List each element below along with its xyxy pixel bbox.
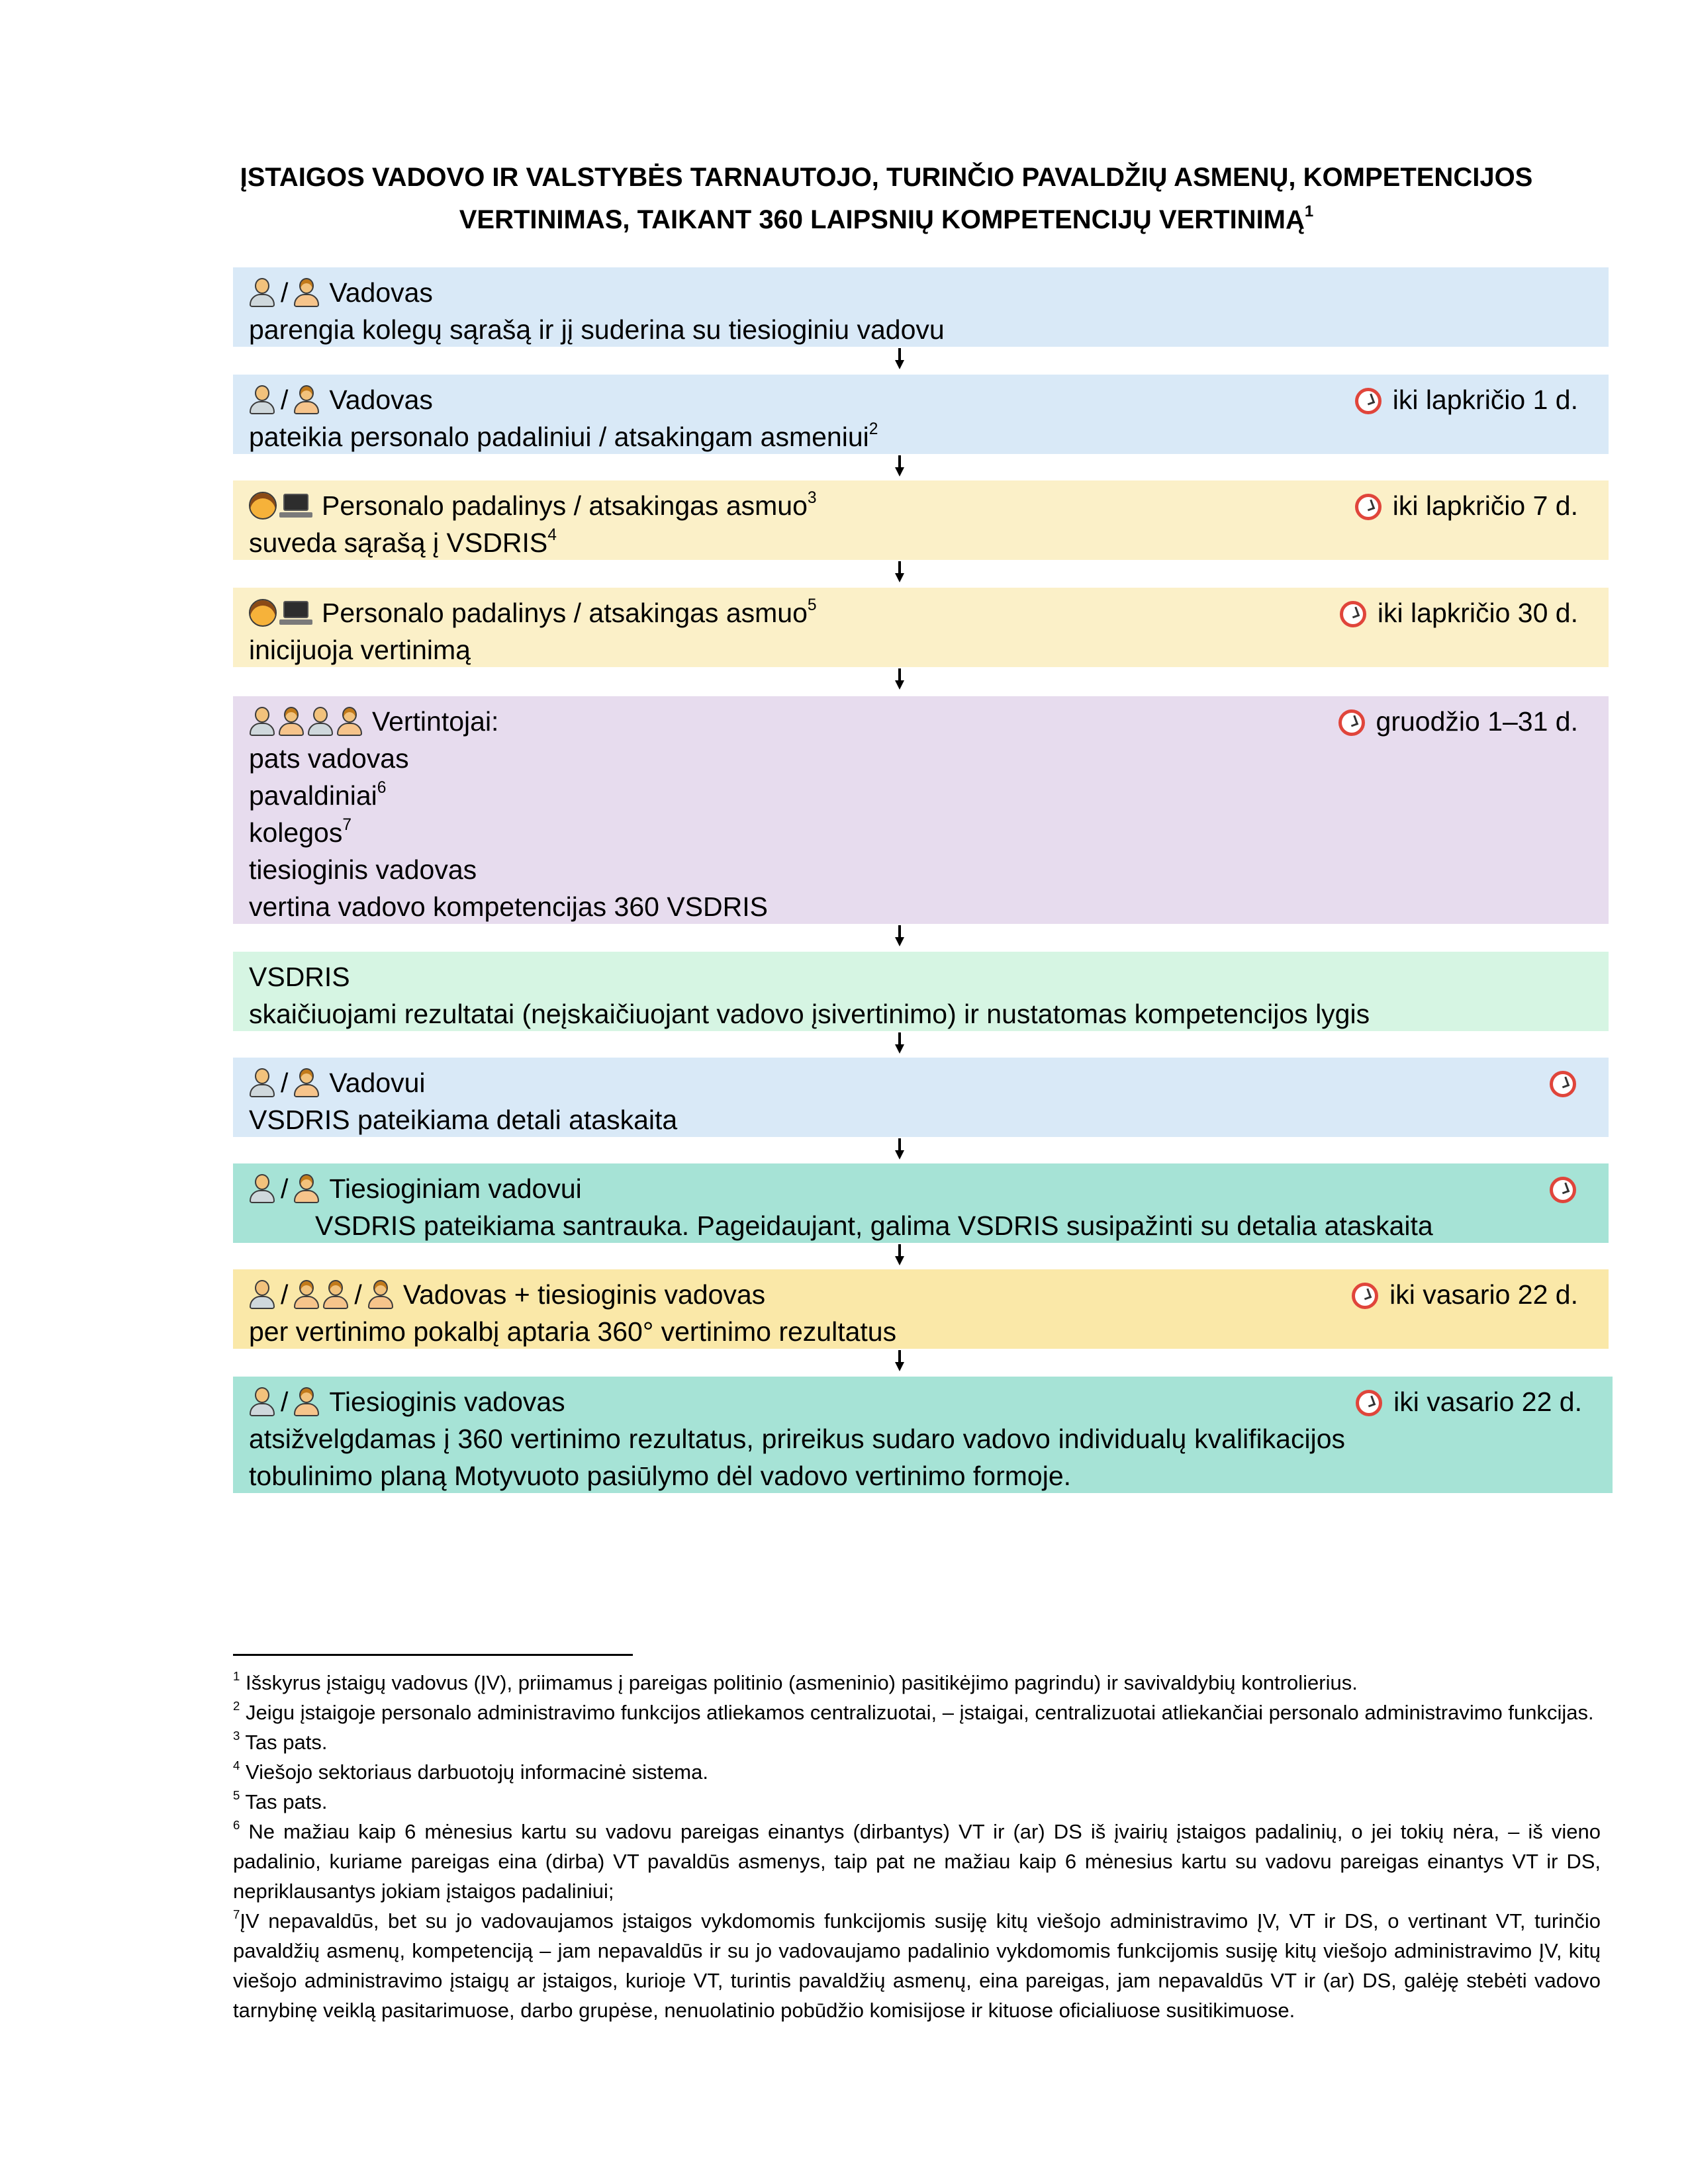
step-9-deadline-text: iki vasario 22 d. — [1389, 1279, 1578, 1310]
step-10-text: atsižvelgdamas į 360 vertinimo rezultatus, prireikus sudaro vadovo individualų kvalifikacijos tobulinimo planą Motyvuoto pasiūlymo dėl vadovo vertinimo formoje. — [249, 1424, 1345, 1491]
woman-office-worker-icon — [293, 385, 320, 414]
step-8-actors: / — [249, 1170, 320, 1207]
step-5-text — [249, 888, 1593, 925]
woman-office-worker-icon — [293, 1068, 320, 1097]
flow-arrow-4 — [895, 668, 904, 691]
man-office-worker-icon — [249, 1068, 275, 1097]
step-9-header — [249, 1276, 1593, 1313]
step-9-deadline — [1350, 1276, 1578, 1313]
step-2-deadline-text: iki lapkričio 1 d. — [1392, 385, 1578, 415]
man-office-worker-icon — [249, 707, 275, 736]
footnote-3-num: 3 — [233, 1728, 240, 1743]
step-7-deadline — [1548, 1064, 1578, 1101]
woman-office-worker-icon — [336, 707, 363, 736]
step-4-box — [233, 588, 1609, 667]
evaluator-self — [249, 740, 1593, 777]
laptop-icon — [279, 600, 312, 626]
alarm-clock-icon — [1354, 1387, 1384, 1417]
footnote-1 — [233, 1668, 1601, 1698]
step-9-actor: Vadovas + tiesioginis vadovas — [402, 1279, 766, 1310]
step-2-header — [249, 381, 1593, 418]
step-9-text: per vertinimo pokalbį aptaria 360° vertinimo rezultatus — [249, 1316, 897, 1347]
step-6-text: skaičiuojami rezultatai (neįskaičiuojant vadovo įsivertinimo) ir nustatomas kompetencijos lygis — [249, 999, 1370, 1029]
woman-office-worker-icon — [293, 1280, 320, 1309]
step-2-text — [249, 418, 1593, 455]
step-6-actor: VSDRIS — [249, 962, 350, 992]
step-5-deadline-text: gruodžio 1–31 d. — [1376, 706, 1578, 737]
step-3-actor — [322, 487, 817, 524]
step-4-deadline-text: iki lapkričio 30 d. — [1377, 598, 1578, 628]
step-8-actor: Tiesioginiam vadovui — [329, 1173, 582, 1204]
evaluator-colleagues-text: kolegos — [249, 817, 343, 848]
step-10-box — [233, 1377, 1613, 1493]
step-3-box — [233, 480, 1609, 560]
step-10-deadline — [1354, 1383, 1582, 1420]
step-8-deadline — [1548, 1170, 1578, 1207]
step-9-box — [233, 1269, 1609, 1349]
step-7-actor: Vadovui — [329, 1068, 426, 1098]
alarm-clock-icon — [1350, 1279, 1380, 1310]
footnote-3-text: Tas pats. — [245, 1731, 328, 1754]
evaluator-colleagues — [249, 814, 1593, 851]
man-office-worker-icon — [249, 385, 275, 414]
step-8-text: VSDRIS pateikiama santrauka. Pageidaujant, galima VSDRIS susipažinti su detalia ataskaita — [315, 1210, 1433, 1241]
footnote-1-text: Išskyrus įstaigų vadovus (ĮV), priimamus į pareigas politinio (asmeninio) pasitikėjimo pagrindu) ir savivaldybių kontrolierius. — [245, 1671, 1358, 1694]
page-title — [234, 156, 1538, 241]
step-7-text: VSDRIS pateikiama detali ataskaita — [249, 1105, 678, 1135]
evaluator-self-text: pats vadovas — [249, 743, 409, 774]
footnote-ref-4: 4 — [547, 525, 557, 544]
step-10-header — [249, 1383, 1597, 1420]
woman-office-worker-icon — [293, 1387, 320, 1416]
flow-arrow-3 — [895, 561, 904, 584]
alarm-clock-icon — [1548, 1068, 1578, 1098]
footnote-5-num: 5 — [233, 1788, 240, 1802]
step-1-actors: / — [249, 274, 320, 311]
step-5-box — [233, 696, 1609, 924]
footnote-4-text: Viešojo sektoriaus darbuotojų informacinė sistema. — [245, 1760, 708, 1784]
woman-office-worker-icon — [367, 1280, 394, 1309]
step-3-text — [249, 524, 1593, 561]
footnote-2-text: Jeigu įstaigoje personalo administravimo funkcijos atliekamos centralizuotai, – įstaigai, centralizuotai atliekančiai personalo administravimo funkcijas. — [245, 1701, 1594, 1724]
title-line-1: ĮSTAIGOS VADOVO IR VALSTYBĖS TARNAUTOJO, TURINČIO PAVALDŽIŲ ASMENŲ, KOMPETENCIJOS — [240, 163, 1533, 192]
evaluator-subordinates — [249, 777, 1593, 814]
flow-arrow-7 — [895, 1138, 904, 1161]
alarm-clock-icon — [1353, 490, 1383, 521]
man-office-worker-icon — [249, 278, 275, 307]
flow-arrow-2 — [895, 455, 904, 478]
woman-office-worker-icon — [293, 278, 320, 307]
title-line-2-text: VERTINIMAS, TAIKANT 360 LAIPSNIŲ KOMPETENCIJŲ VERTINIMĄ — [459, 205, 1305, 234]
evaluator-direct-manager-text: tiesioginis vadovas — [249, 854, 477, 885]
step-9-actors: / / — [249, 1276, 394, 1313]
step-7-header — [249, 1064, 1593, 1101]
step-10-actor: Tiesioginis vadovas — [329, 1387, 565, 1417]
step-8-header — [249, 1170, 1593, 1207]
step-3-deadline-text: iki lapkričio 7 d. — [1392, 490, 1578, 521]
footnote-5-text: Tas pats. — [245, 1790, 328, 1813]
footnote-6-num: 6 — [233, 1817, 240, 1832]
footnote-5 — [233, 1787, 1601, 1817]
footnote-4 — [233, 1757, 1601, 1787]
footnote-7-num: 7 — [233, 1907, 240, 1921]
alarm-clock-icon — [1338, 598, 1368, 628]
man-office-worker-icon — [307, 707, 334, 736]
footnote-3 — [233, 1727, 1601, 1757]
man-office-worker-icon — [249, 1387, 275, 1416]
footnote-separator — [233, 1654, 633, 1656]
step-1-text: parengia kolegų sąrašą ir jį suderina su tiesioginiu vadovu — [249, 314, 945, 345]
alarm-clock-icon — [1336, 706, 1367, 737]
step-4-actor-text: Personalo padalinys / atsakingas asmuo — [322, 598, 808, 628]
title-footnote-ref: 1 — [1304, 203, 1314, 221]
flow-arrow-6 — [895, 1032, 904, 1055]
man-office-worker-icon — [249, 1280, 275, 1309]
step-10-actors: / — [249, 1383, 320, 1420]
footnote-7-text: ĮV nepavaldūs, bet su jo vadovaujamos įstaigos vykdomomis funkcijomis susiję kitų viešojo administravimo ĮV, VT ir DS, o vertinant VT, turinčio pavaldžių asmenų, kompetenciją – jam nepavaldūs ir su jo vadovaujamo padalinio vykdomomis funkcijomis susiję kitų viešojo administravimo ĮV, kitų viešojo administravimo įstaigų ar įstaigos, kurioje VT, turintis pavaldžių asmenų, eina pareigas, jam nepavaldūs VT ir (ar) DS, galėję stebėti vadovo tarnybinę veiklą pasitarimuose, darbo grupėse, nenuolatinio pobūdžio komisijose ir kituose oficialiuose susitikimuose. — [233, 1909, 1601, 2022]
footnote-6 — [233, 1817, 1601, 1906]
footnote-ref-5: 5 — [807, 596, 817, 614]
step-2-box — [233, 375, 1609, 454]
footnote-ref-3: 3 — [807, 488, 817, 507]
footnote-ref-2: 2 — [868, 420, 878, 438]
footnote-ref-6: 6 — [377, 778, 387, 797]
footnote-ref-7: 7 — [342, 815, 352, 834]
step-5-actors — [249, 707, 363, 736]
step-3-header — [249, 487, 1593, 524]
step-8-box — [233, 1163, 1609, 1243]
step-2-actors: / — [249, 381, 320, 418]
footnote-2 — [233, 1698, 1601, 1727]
alarm-clock-icon — [1353, 385, 1383, 415]
flow-arrow-8 — [895, 1244, 904, 1267]
woman-office-worker-icon — [278, 707, 305, 736]
woman-office-worker-icon — [322, 1280, 349, 1309]
step-1-header — [249, 274, 1593, 311]
step-1-box — [233, 267, 1609, 347]
step-3-actor-text: Personalo padalinys / atsakingas asmuo — [322, 490, 808, 521]
step-10-deadline-text: iki vasario 22 d. — [1393, 1387, 1582, 1417]
footnotes — [233, 1668, 1601, 2025]
step-5-deadline — [1336, 703, 1578, 740]
footnote-1-num: 1 — [233, 1668, 240, 1683]
step-6-header — [249, 958, 1593, 995]
flow-arrow-5 — [895, 925, 904, 948]
step-4-actors — [249, 599, 312, 627]
person-face-icon — [249, 599, 277, 627]
title-line-2 — [234, 199, 1538, 241]
woman-office-worker-icon — [293, 1174, 320, 1203]
step-3-actors — [249, 492, 312, 520]
step-7-actors: / — [249, 1064, 320, 1101]
step-3-deadline — [1353, 487, 1578, 524]
laptop-icon — [279, 492, 312, 519]
footnote-4-num: 4 — [233, 1758, 240, 1772]
step-2-actor: Vadovas — [329, 385, 433, 415]
footnote-7 — [233, 1906, 1601, 2025]
step-4-actor — [322, 594, 817, 631]
flow-arrow-9 — [895, 1350, 904, 1373]
person-face-icon — [249, 492, 277, 520]
evaluator-direct-manager — [249, 851, 1593, 888]
step-1-actor: Vadovas — [329, 277, 433, 308]
step-4-text: inicijuoja vertinimą — [249, 635, 471, 665]
step-2-text-main: pateikia personalo padaliniui / atsakingam asmeniui — [249, 422, 869, 452]
flow-arrow-1 — [895, 348, 904, 371]
alarm-clock-icon — [1548, 1173, 1578, 1204]
man-office-worker-icon — [249, 1174, 275, 1203]
footnote-2-num: 2 — [233, 1698, 240, 1713]
step-7-box — [233, 1058, 1609, 1137]
step-4-header — [249, 594, 1593, 631]
footnote-6-text: Ne mažiau kaip 6 mėnesius kartu su vadovu pareigas einantys (dirbantys) VT ir (ar) DS iš įvairių įstaigos padalinių, o jei tokių nėra, – iš vieno padalinio, kuriame pareigas eina (dirba) VT pavaldūs asmenys, taip pat ne mažiau kaip 6 mėnesius kartu su vadovu pareigas einantys VT ir DS, nepriklausantys jokiam įstaigos padaliniui; — [233, 1820, 1601, 1903]
step-5-header — [249, 703, 1593, 740]
step-6-box — [233, 952, 1609, 1031]
step-5-actor: Vertintojai: — [372, 706, 499, 737]
step-3-text-main: suveda sąrašą į VSDRIS — [249, 527, 548, 558]
step-2-deadline — [1353, 381, 1578, 418]
step-5-text-main: vertina vadovo kompetencijas 360 VSDRIS — [249, 891, 768, 922]
evaluator-subordinates-text: pavaldiniai — [249, 780, 377, 811]
step-4-deadline — [1338, 594, 1578, 631]
